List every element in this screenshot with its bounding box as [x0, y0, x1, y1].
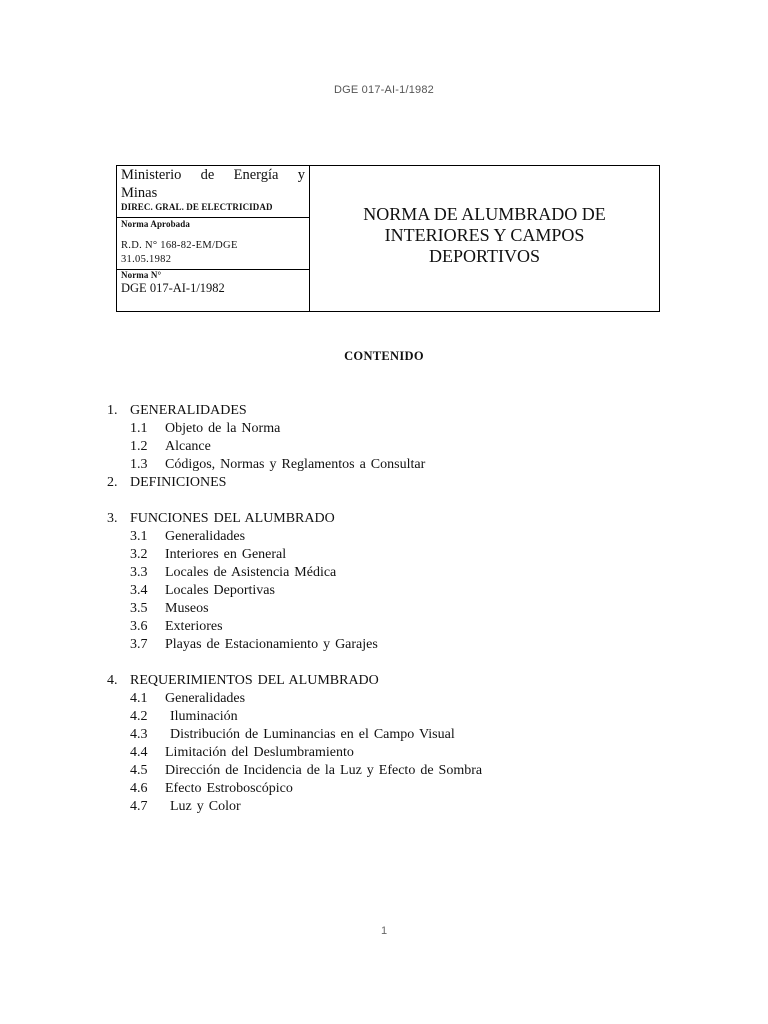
title-box-left-column [117, 166, 310, 311]
norm-number-label: Norma N° [121, 270, 162, 280]
toc-item-number: 4.6 [130, 781, 148, 796]
toc-item-number: 3.6 [130, 619, 148, 634]
approval-date: 31.05.1982 [121, 254, 172, 265]
toc-item-title: Exteriores [165, 619, 223, 634]
approved-label: Norma Aprobada [121, 219, 190, 229]
toc-item-number: 1.1 [130, 421, 148, 436]
toc-item-number: 3.3 [130, 565, 148, 580]
toc-section-number: 1. [107, 403, 118, 418]
toc-section-title: GENERALIDADES [130, 403, 247, 418]
norm-number-cell [117, 270, 309, 311]
toc-item-title: Interiores en General [165, 547, 287, 562]
toc-item-title: Playas de Estacionamiento y Garajes [165, 637, 378, 652]
toc-item-title: Locales de Asistencia Médica [165, 565, 337, 580]
toc-item-title: Museos [165, 601, 209, 616]
toc-section-title: DEFINICIONES [130, 475, 227, 490]
toc-item-title: Dirección de Incidencia de la Luz y Efecto de Sombra [165, 763, 483, 778]
toc-item-title: Luz y Color [165, 799, 241, 814]
direction-name: DIREC. GRAL. DE ELECTRICIDAD [121, 202, 273, 212]
toc-item-title: Generalidades [165, 529, 246, 544]
toc-section-number: 4. [107, 673, 118, 688]
toc-item-title: Distribución de Luminancias en el Campo Visual [165, 727, 455, 742]
toc-section-title: REQUERIMIENTOS DEL ALUMBRADO [130, 673, 379, 688]
toc-item-number: 4.2 [130, 709, 148, 724]
toc-section-number: 3. [107, 511, 118, 526]
toc-item-number: 3.1 [130, 529, 148, 544]
toc-item-title: Iluminación [165, 709, 238, 724]
toc-item-title: Objeto de la Norma [165, 421, 281, 436]
toc-item-number: 3.4 [130, 583, 148, 598]
document-title: NORMA DE ALUMBRADO DE INTERIORES Y CAMPOS DEPORTIVOS [363, 204, 606, 266]
toc-item-number: 4.3 [130, 727, 148, 742]
toc-item-number: 4.1 [130, 691, 148, 706]
toc-item-title: Alcance [165, 439, 211, 454]
toc-item-number: 3.2 [130, 547, 148, 562]
toc-item-title: Efecto Estroboscópico [165, 781, 293, 796]
title-box [116, 165, 660, 312]
toc-section-title: FUNCIONES DEL ALUMBRADO [130, 511, 335, 526]
resolution-number: R.D. N° 168-82-EM/DGE [121, 240, 238, 251]
approval-cell [117, 218, 309, 270]
toc-item-number: 4.4 [130, 745, 148, 760]
page-number: 1 [380, 925, 388, 937]
contents-heading: CONTENIDO [344, 349, 424, 363]
toc-item-title: Limitación del Deslumbramiento [165, 745, 354, 760]
toc-item-number: 4.5 [130, 763, 148, 778]
toc-item-title: Locales Deportivas [165, 583, 275, 598]
toc-item-number: 3.5 [130, 601, 148, 616]
toc-item-title: Códigos, Normas y Reglamentos a Consultar [165, 457, 426, 472]
page-header-code: DGE 017-AI-1/1982 [333, 84, 434, 96]
norm-number-value: DGE 017-AI-1/1982 [121, 281, 225, 295]
toc-item-title: Generalidades [165, 691, 246, 706]
toc-item-number: 1.3 [130, 457, 148, 472]
toc-section-number: 2. [107, 475, 118, 490]
ministry-cell [117, 166, 309, 218]
ministry-name: Ministerio de Energía y Minas [121, 167, 305, 201]
toc-item-number: 1.2 [130, 439, 148, 454]
toc-item-number: 3.7 [130, 637, 148, 652]
title-box-right-column [310, 166, 659, 311]
toc-item-number: 4.7 [130, 799, 148, 814]
